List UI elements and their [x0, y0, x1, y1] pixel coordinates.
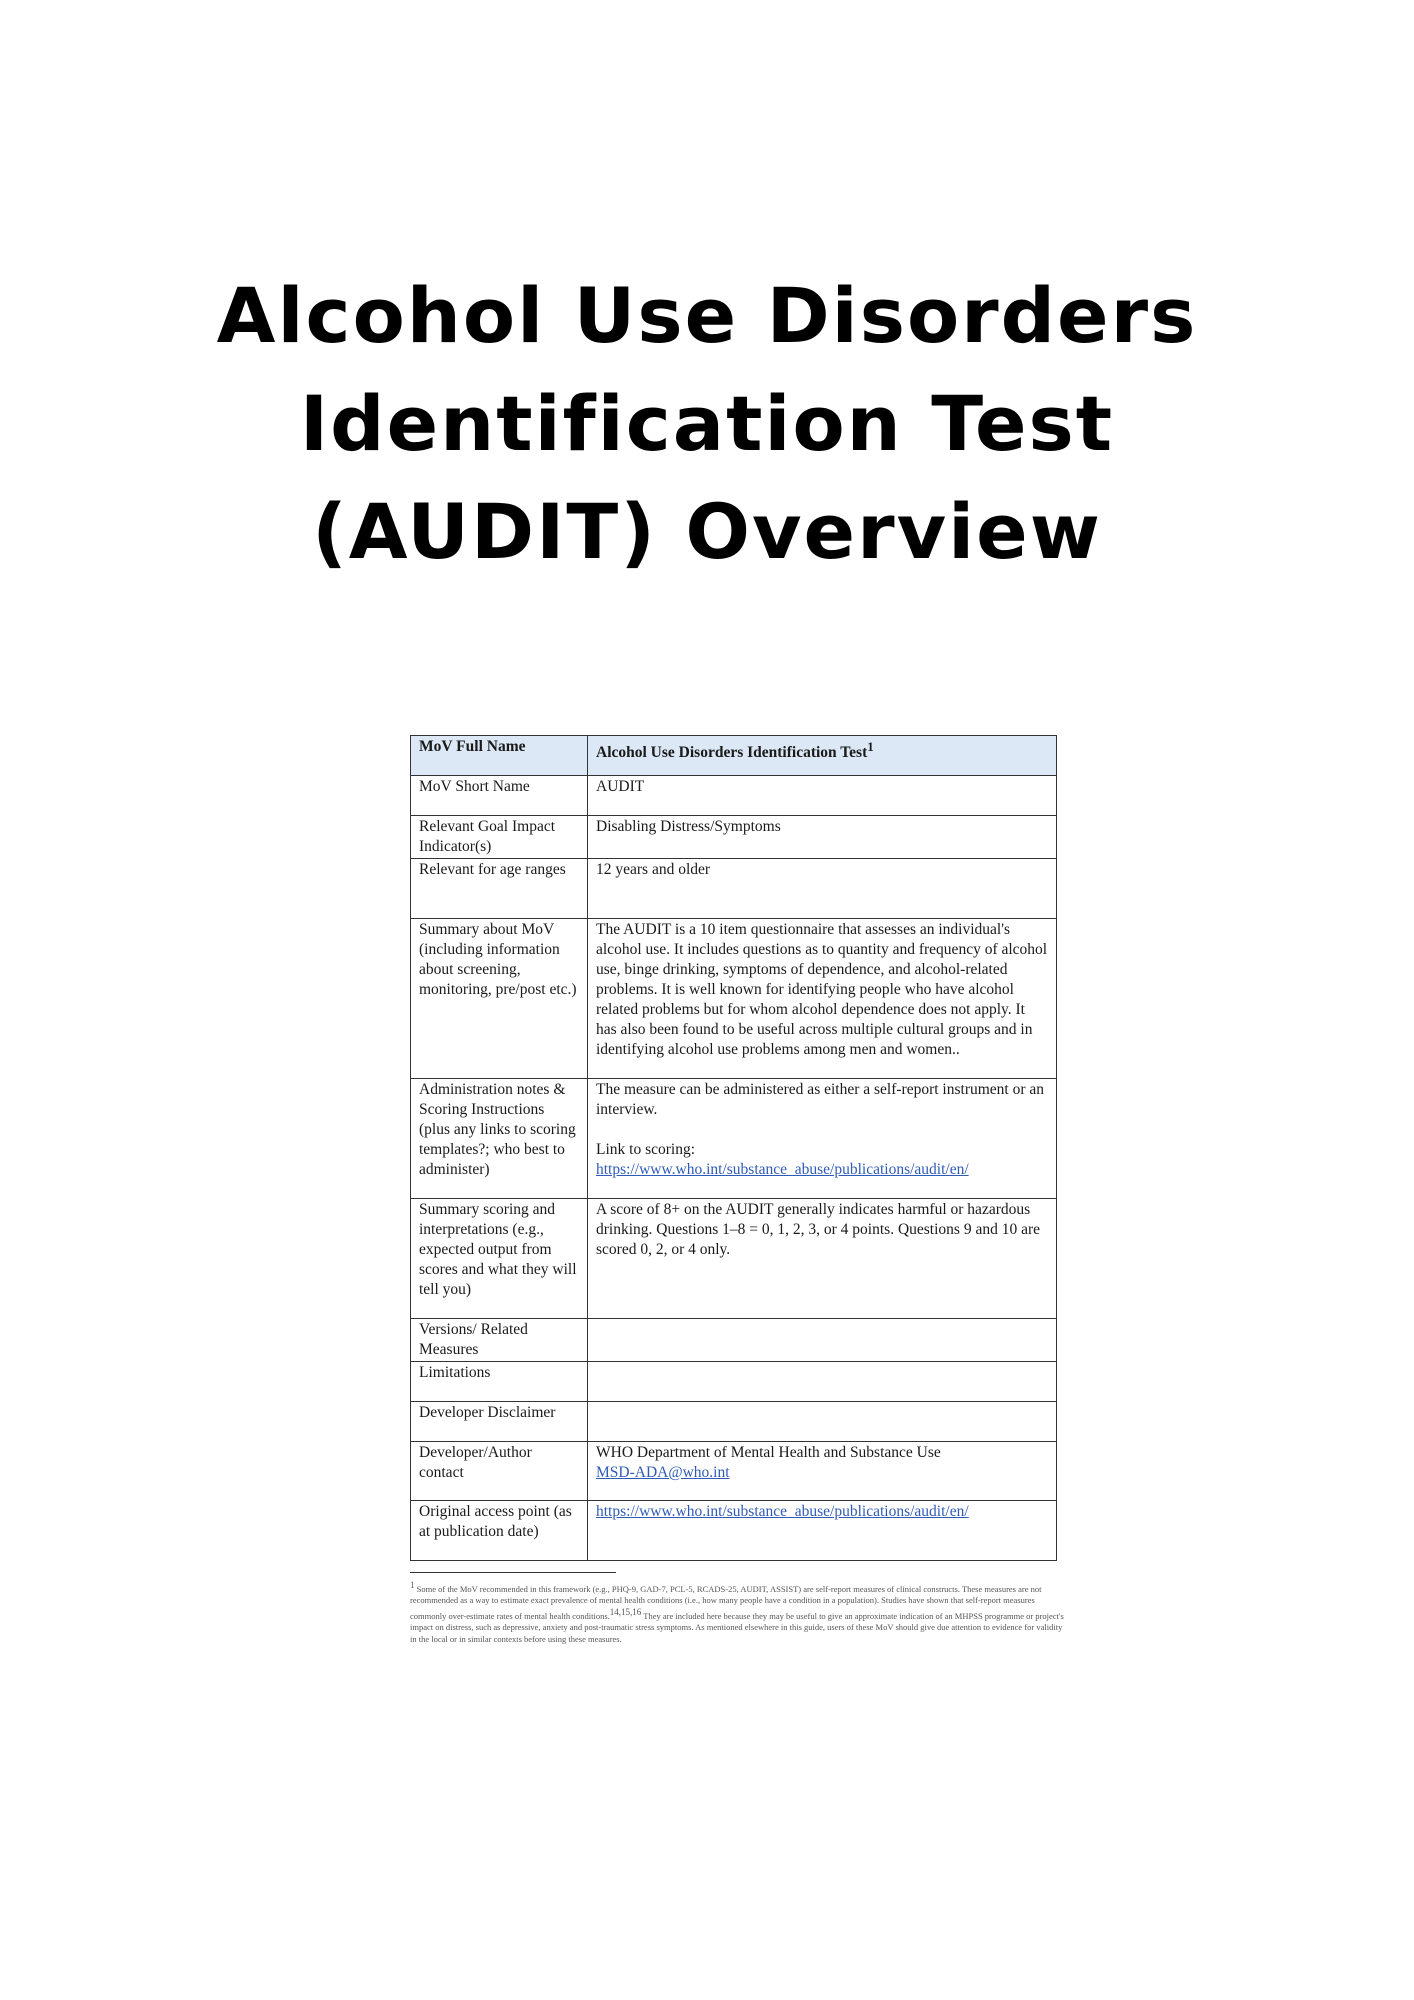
footnote-refs: 14,15,16: [609, 1606, 642, 1617]
row-value: A score of 8+ on the AUDIT generally indicates harmful or hazardous drinking. Questions 1–8 = 0, 1, 2, 3, or 4 points. Questions 9 and 10 are scored 0, 2, or 4 only.: [588, 1199, 1057, 1319]
table-row-disclaimer: [411, 1402, 1057, 1442]
row-label: Summary about MoV (including information about screening, monitoring, pre/post etc.): [411, 919, 588, 1079]
row-value: [588, 1501, 1057, 1561]
row-label: Developer/Author contact: [411, 1442, 588, 1501]
page-title-line-1: Alcohol Use Disorders: [216, 271, 1198, 360]
row-label: Original access point (as at publication date): [411, 1501, 588, 1561]
table-row-summary: [411, 919, 1057, 1079]
row-value: The AUDIT is a 10 item questionnaire that assesses an individual's alcohol use. It includes questions as to quantity and frequency of alcohol use, binge drinking, symptoms of dependence, and alcohol-related problems. It is well known for identifying people who have alcohol related problems but for whom alcohol dependence does not apply. It has also been found to be useful across multiple cultural groups and in identifying alcohol use problems among men and women..: [588, 919, 1057, 1079]
table-row-scoring: [411, 1199, 1057, 1319]
row-label: MoV Short Name: [411, 776, 588, 816]
table-row-administration: [411, 1079, 1057, 1199]
scoring-link[interactable]: https://www.who.int/substance_abuse/publications/audit/en/: [596, 1161, 969, 1178]
table-row-contact: [411, 1442, 1057, 1501]
row-value: [588, 736, 1057, 776]
table-row-goal-impact: [411, 816, 1057, 859]
contact-name: WHO Department of Mental Health and Substance Use: [596, 1444, 941, 1461]
footnote-ref: 1: [867, 739, 874, 754]
administration-text: The measure can be administered as either a self-report instrument or an interview.: [596, 1081, 1045, 1118]
row-label: Developer Disclaimer: [411, 1402, 588, 1442]
access-point-link[interactable]: https://www.who.int/substance_abuse/publications/audit/en/: [596, 1503, 969, 1520]
row-value: AUDIT: [588, 776, 1057, 816]
page-title-line-3: (AUDIT) Overview: [312, 487, 1102, 576]
row-value: [588, 1079, 1057, 1199]
table-row-limitations: [411, 1362, 1057, 1402]
row-label: Relevant Goal Impact Indicator(s): [411, 816, 588, 859]
footnote: [410, 1580, 1070, 1645]
contact-email-link[interactable]: MSD-ADA@who.int: [596, 1464, 730, 1481]
row-label: Summary scoring and interpretations (e.g., expected output from scores and what they will tell you): [411, 1199, 588, 1319]
row-label: Versions/ Related Measures: [411, 1319, 588, 1362]
row-value: [588, 1402, 1057, 1442]
page-title-line-2: Identification Test: [299, 379, 1115, 468]
row-label: Relevant for age ranges: [411, 859, 588, 919]
full-name-value: Alcohol Use Disorders Identification Test: [596, 744, 868, 762]
row-label: MoV Full Name: [411, 736, 588, 776]
scoring-link-intro: Link to scoring:: [596, 1141, 696, 1158]
row-label: Administration notes & Scoring Instructions (plus any links to scoring templates?; who best to administer): [411, 1079, 588, 1199]
row-value: 12 years and older: [588, 859, 1057, 919]
row-label: Limitations: [411, 1362, 588, 1402]
footnote-marker: 1: [410, 1580, 415, 1590]
row-value: Disabling Distress/Symptoms: [588, 816, 1057, 859]
row-value: [588, 1442, 1057, 1501]
table-row-full-name: [411, 736, 1057, 776]
table-row-short-name: [411, 776, 1057, 816]
footnote-divider: [410, 1572, 616, 1573]
page-title: [0, 262, 1414, 586]
table-row-versions: [411, 1319, 1057, 1362]
table-row-access-point: [411, 1501, 1057, 1561]
row-value: [588, 1319, 1057, 1362]
mov-table: [410, 735, 1057, 1561]
footnote-text-b: They are included here because they may be useful to give an approximate indication of an MHPSS programme or project's impact on distress, such as depressive, anxiety and post-traumatic stress symptoms. As mentioned elsewhere in this guide, users of these MoV should give due attention to evidence for validity in the local or in similar contexts before using these measures.: [410, 1610, 1064, 1644]
footnote-text-a: Some of the MoV recommended in this framework (e.g., PHQ-9, GAD-7, PCL-5, RCADS-25, AUDIT, ASSIST) are self-report measures of clinical constructs. These measures are not recommended as a way to estimate exact prevalence of mental health conditions (i.e., how many people have a condition in a population). Studies have shown that self-report measures commonly over-estimate rates of mental health conditions.: [410, 1583, 1042, 1621]
table-row-age-ranges: [411, 859, 1057, 919]
row-value: [588, 1362, 1057, 1402]
